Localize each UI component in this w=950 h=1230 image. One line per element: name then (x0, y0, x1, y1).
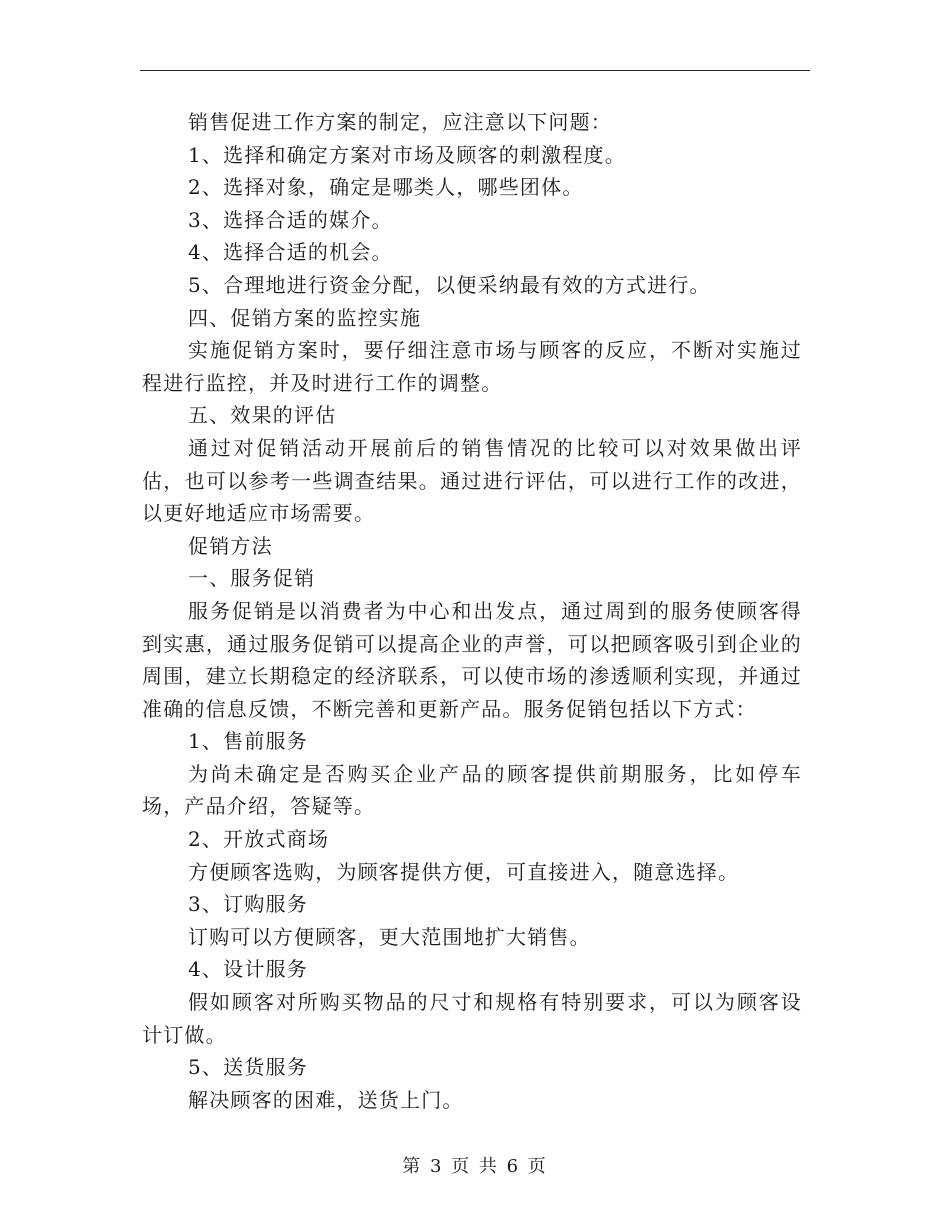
list-item: 1、选择和确定方案对市场及顾客的刺激程度。 (188, 142, 626, 167)
body-paragraph: 实施促销方案时，要仔细注意市场与顾客的反应，不断对实施过程进行监控，并及时进行工作的调整。 (142, 338, 802, 395)
section-heading: 促销方法 (188, 533, 273, 558)
body-paragraph: 服务促销是以消费者为中心和出发点，通过周到的服务使顾客得到实惠，通过服务促销可以提高企业的声誉，可以把顾客吸引到企业的周围，建立长期稳定的经济联系，可以使市场的渗透顺利实现，并通过准确的信息反馈，不断完善和更新产品。服务促销包括以下方式： (142, 598, 802, 721)
body-paragraph: 为尚未确定是否购买企业产品的顾客提供前期服务，比如停车场，产品介绍，答疑等。 (142, 761, 802, 819)
list-item: 5、合理地进行资金分配，以便采纳最有效的方式进行。 (188, 272, 711, 297)
subsection-heading: 2、开放式商场 (188, 827, 330, 852)
section-heading: 一、服务促销 (188, 566, 316, 591)
subsection-heading: 1、售前服务 (188, 729, 308, 754)
document-body (142, 106, 802, 1116)
list-item: 4、选择合适的机会。 (188, 240, 393, 265)
section-heading: 四、促销方案的监控实施 (188, 305, 422, 330)
subsection-heading: 4、设计服务 (188, 957, 308, 982)
body-paragraph: 通过对促销活动开展前后的销售情况的比较可以对效果做出评估，也可以参考一些调查结果。通过进行评估，可以进行工作的改进，以更好地适应市场需要。 (142, 435, 802, 526)
intro-paragraph: 销售促进工作方案的制定，应注意以下问题： (188, 110, 612, 134)
body-paragraph: 订购可以方便顾客，更大范围地扩大销售。 (188, 924, 591, 949)
list-item: 3、选择合适的媒介。 (188, 207, 393, 232)
subsection-heading: 3、订购服务 (188, 892, 308, 917)
body-paragraph: 解决顾客的困难，送货上门。 (188, 1087, 464, 1112)
header-rule (140, 70, 810, 71)
body-paragraph: 假如顾客对所购买物品的尺寸和规格有特别要求，可以为顾客设计订做。 (142, 990, 802, 1047)
section-heading: 五、效果的评估 (188, 403, 337, 428)
subsection-heading: 5、送货服务 (188, 1055, 308, 1080)
body-paragraph: 方便顾客选购，为顾客提供方便，可直接进入，随意选择。 (188, 859, 740, 884)
page-number-footer: 第 3 页 共 6 页 (402, 1156, 548, 1177)
list-item: 2、选择对象，确定是哪类人，哪些团体。 (188, 175, 584, 200)
